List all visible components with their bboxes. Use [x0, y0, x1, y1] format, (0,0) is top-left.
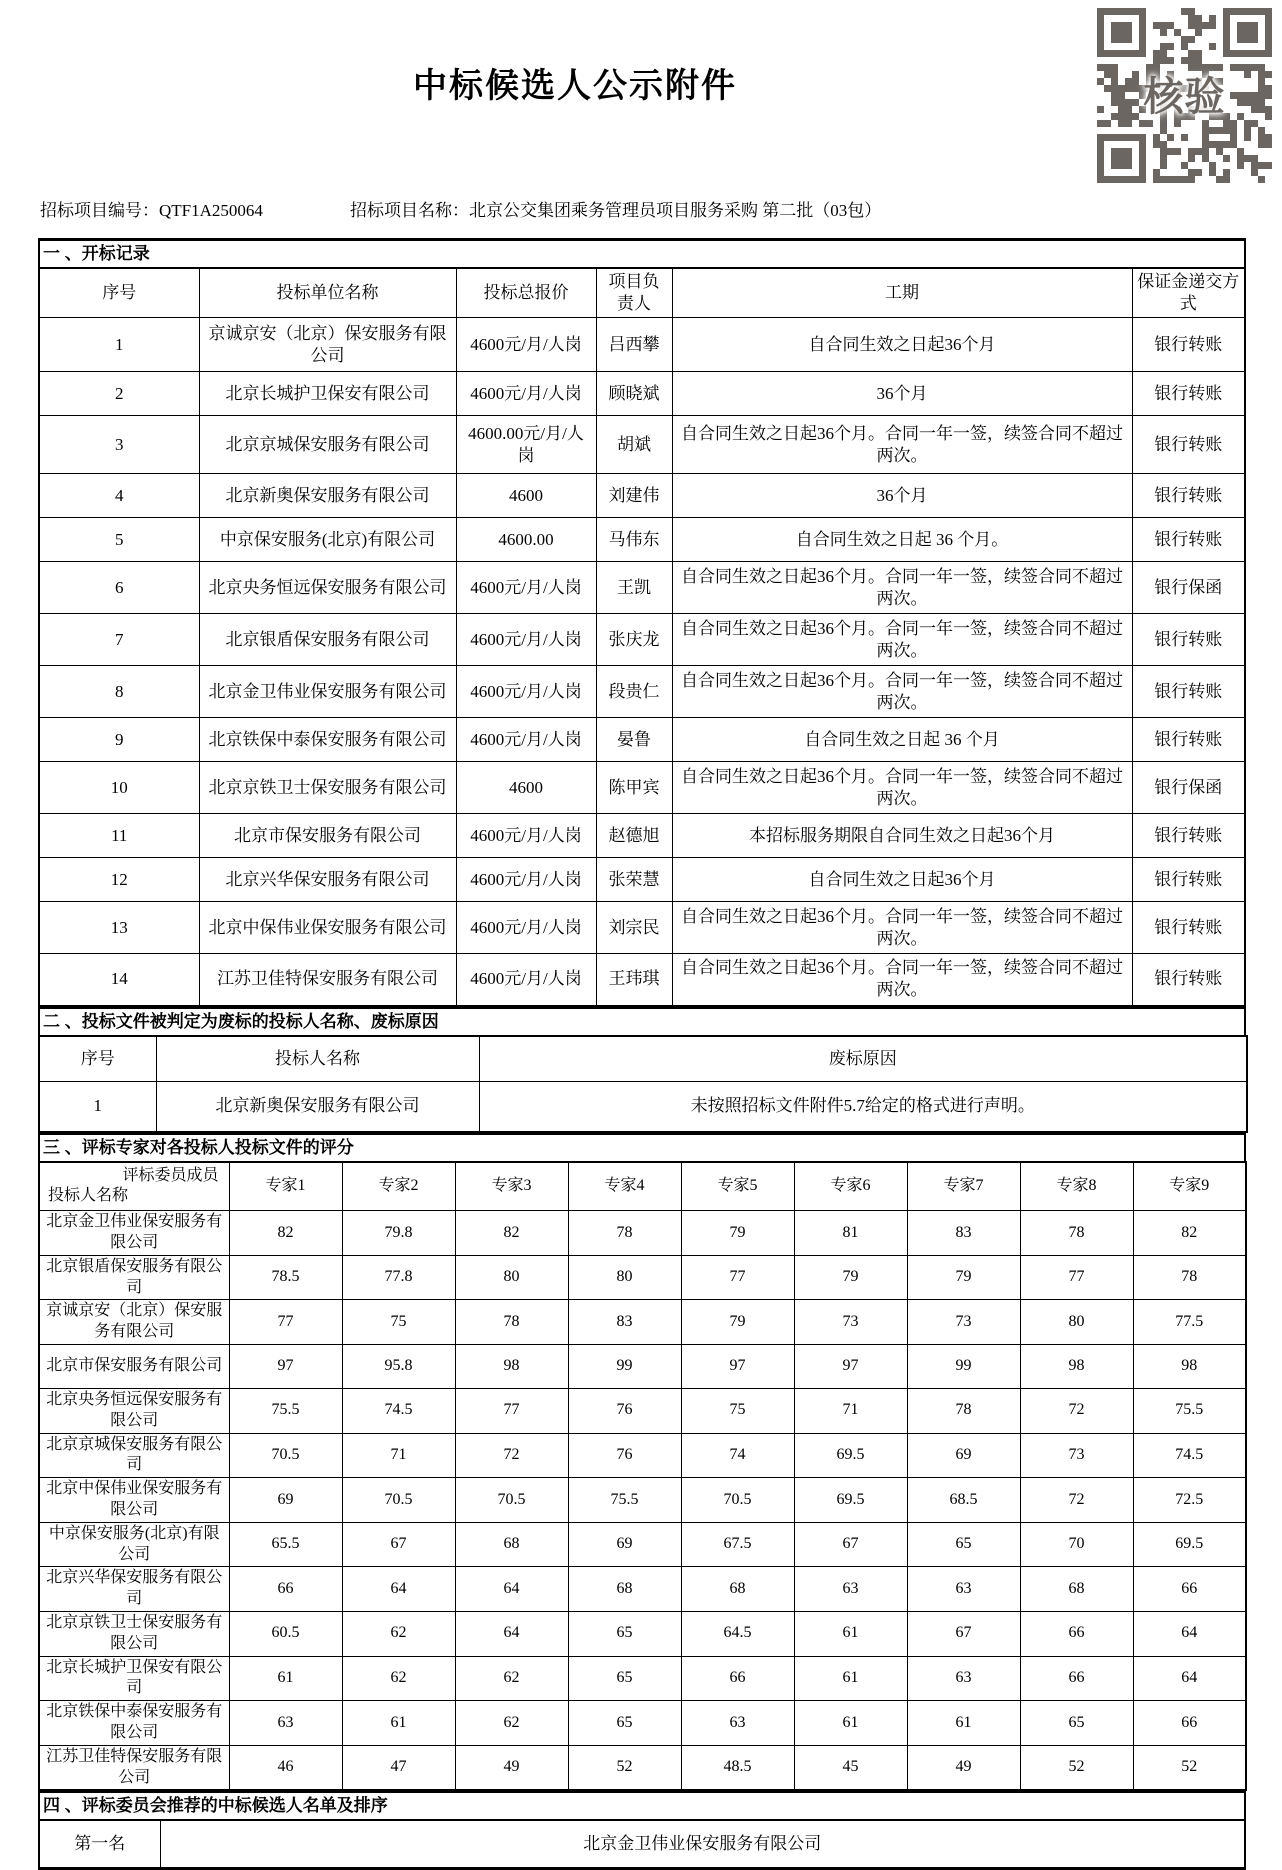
table-cell: 65 — [907, 1522, 1020, 1567]
section-recommended-candidates — [38, 1791, 1246, 1870]
table-cell: 75.5 — [1133, 1389, 1246, 1434]
table-cell: 64 — [1133, 1612, 1246, 1657]
qr-code — [1097, 8, 1272, 183]
table-cell: 82 — [1133, 1211, 1246, 1256]
header-row — [39, 1162, 1246, 1211]
table-cell: 72 — [1020, 1478, 1133, 1523]
table-cell: 67 — [907, 1612, 1020, 1657]
table-cell: 77.5 — [1133, 1300, 1246, 1345]
table-cell: 江苏卫佳特保安服务有限公司 — [199, 954, 456, 1006]
table-cell: 北京央务恒远保安服务有限公司 — [199, 562, 456, 614]
table-cell: 63 — [907, 1567, 1020, 1612]
table-cell: 2 — [39, 372, 199, 416]
table-cell: 68 — [455, 1522, 568, 1567]
table-cell: 6 — [39, 562, 199, 614]
table-cell: 69.5 — [794, 1433, 907, 1478]
table-cell: 67 — [794, 1522, 907, 1567]
header-cell: 专家3 — [455, 1162, 568, 1211]
table-cell: 4600元/月/人岗 — [456, 954, 596, 1006]
table-cell: 69 — [229, 1478, 342, 1523]
table-cell: 79 — [681, 1300, 794, 1345]
document-body — [38, 238, 1246, 1870]
table-cell: 10 — [39, 762, 199, 814]
table-cell: 胡斌 — [596, 416, 672, 474]
table-cell: 67.5 — [681, 1522, 794, 1567]
table-cell: 75.5 — [568, 1478, 681, 1523]
table-cell: 自合同生效之日起36个月。合同一年一签，续签合同不超过两次。 — [672, 416, 1132, 474]
table-cell: 65.5 — [229, 1522, 342, 1567]
rejected-bids-table — [38, 1035, 1248, 1133]
table-row — [39, 1701, 1246, 1746]
table-cell: 61 — [229, 1656, 342, 1701]
table-cell: 79 — [794, 1255, 907, 1300]
table-cell: 自合同生效之日起36个月。合同一年一签，续签合同不超过两次。 — [672, 562, 1132, 614]
table-row — [39, 518, 1245, 562]
table-cell: 77 — [681, 1255, 794, 1300]
table-cell: 78 — [455, 1300, 568, 1345]
header-cell: 专家4 — [568, 1162, 681, 1211]
header-cell: 投标单位名称 — [199, 268, 456, 318]
table-cell: 66 — [1133, 1701, 1246, 1746]
table-row — [39, 858, 1245, 902]
table-cell: 5 — [39, 518, 199, 562]
table-row — [39, 416, 1245, 474]
table-row — [39, 562, 1245, 614]
table-cell: 本招标服务期限自合同生效之日起36个月 — [672, 814, 1132, 858]
table-cell: 78 — [1133, 1255, 1246, 1300]
table-cell: 4 — [39, 474, 199, 518]
table-cell: 京诚京安（北京）保安服务有限公司 — [39, 1300, 229, 1345]
table-cell: 61 — [794, 1656, 907, 1701]
table-cell: 北京京城保安服务有限公司 — [199, 416, 456, 474]
table-cell: 65 — [568, 1656, 681, 1701]
table-cell: 64 — [342, 1567, 455, 1612]
section-expert-scores — [38, 1133, 1246, 1792]
table-cell: 99 — [568, 1345, 681, 1389]
table-cell: 江苏卫佳特保安服务有限公司 — [39, 1745, 229, 1790]
table-cell: 75 — [342, 1300, 455, 1345]
header-cell: 专家1 — [229, 1162, 342, 1211]
table-cell: 未按照招标文件附件5.7给定的格式进行声明。 — [479, 1082, 1247, 1132]
table-cell: 银行转账 — [1132, 372, 1245, 416]
table-cell: 北京长城护卫保安有限公司 — [39, 1656, 229, 1701]
table-cell: 76 — [568, 1389, 681, 1434]
table-cell: 48.5 — [681, 1745, 794, 1790]
table-cell: 67 — [342, 1522, 455, 1567]
table-cell: 4600元/月/人岗 — [456, 318, 596, 372]
table-cell: 76 — [568, 1433, 681, 1478]
table-row — [39, 318, 1245, 372]
table-cell: 自合同生效之日起 36 个月 — [672, 718, 1132, 762]
table-cell: 银行转账 — [1132, 614, 1245, 666]
page-title: 中标候选人公示附件 — [413, 67, 737, 105]
table-row — [39, 1612, 1246, 1657]
table-cell: 1 — [39, 1082, 156, 1132]
table-cell: 自合同生效之日起36个月。合同一年一签，续签合同不超过两次。 — [672, 902, 1132, 954]
table-cell: 66 — [1133, 1567, 1246, 1612]
table-cell: 北京中保伟业保安服务有限公司 — [39, 1478, 229, 1523]
table-cell: 72.5 — [1133, 1478, 1246, 1523]
table-cell: 80 — [568, 1255, 681, 1300]
table-cell: 68.5 — [907, 1478, 1020, 1523]
table-cell: 晏鲁 — [596, 718, 672, 762]
header-cell: 专家6 — [794, 1162, 907, 1211]
table-cell: 中京保安服务(北京)有限公司 — [39, 1522, 229, 1567]
table-cell: 47 — [342, 1745, 455, 1790]
table-cell: 北京市保安服务有限公司 — [199, 814, 456, 858]
table-cell: 80 — [455, 1255, 568, 1300]
table-row — [39, 1478, 1246, 1523]
table-cell: 78 — [568, 1211, 681, 1256]
table-cell: 83 — [568, 1300, 681, 1345]
header-cell: 保证金递交方式 — [1132, 268, 1245, 318]
table-cell: 4600.00元/月/人岗 — [456, 416, 596, 474]
table-cell: 银行转账 — [1132, 518, 1245, 562]
table-cell: 64 — [455, 1612, 568, 1657]
table-row — [39, 902, 1245, 954]
table-cell: 自合同生效之日起 36 个月。 — [672, 518, 1132, 562]
table-row — [39, 762, 1245, 814]
table-cell: 73 — [907, 1300, 1020, 1345]
table-cell: 69 — [907, 1433, 1020, 1478]
table-cell: 银行转账 — [1132, 416, 1245, 474]
table-cell: 北京金卫伟业保安服务有限公司 — [39, 1211, 229, 1256]
table-cell: 66 — [1020, 1612, 1133, 1657]
table-cell: 14 — [39, 954, 199, 1006]
table-cell: 北京市保安服务有限公司 — [39, 1345, 229, 1389]
table-row — [39, 666, 1245, 718]
table-cell: 63 — [907, 1656, 1020, 1701]
table-cell: 70.5 — [342, 1478, 455, 1523]
table-cell: 13 — [39, 902, 199, 954]
table-cell: 73 — [794, 1300, 907, 1345]
table-cell: 65 — [1020, 1701, 1133, 1746]
table-cell: 75.5 — [229, 1389, 342, 1434]
table-cell: 70.5 — [229, 1433, 342, 1478]
table-cell: 78.5 — [229, 1255, 342, 1300]
table-cell: 4600元/月/人岗 — [456, 666, 596, 718]
table-cell: 61 — [907, 1701, 1020, 1746]
table-cell: 银行保函 — [1132, 762, 1245, 814]
table-cell: 8 — [39, 666, 199, 718]
table-cell: 81 — [794, 1211, 907, 1256]
table-cell: 68 — [681, 1567, 794, 1612]
table-cell: 65 — [568, 1701, 681, 1746]
table-cell: 自合同生效之日起36个月 — [672, 858, 1132, 902]
table-cell: 72 — [1020, 1389, 1133, 1434]
table-row — [39, 1345, 1246, 1389]
table-cell: 74 — [681, 1433, 794, 1478]
table-cell: 69.5 — [1133, 1522, 1246, 1567]
table-cell: 64.5 — [681, 1612, 794, 1657]
table-cell: 北京长城护卫保安有限公司 — [199, 372, 456, 416]
table-cell: 45 — [794, 1745, 907, 1790]
header-row — [39, 1036, 1247, 1082]
table-row — [39, 1567, 1246, 1612]
header-cell: 投标人名称 — [156, 1036, 479, 1082]
table-cell: 69.5 — [794, 1478, 907, 1523]
table-cell: 97 — [794, 1345, 907, 1389]
section-rejected-bids — [38, 1007, 1246, 1133]
table-cell: 63 — [681, 1701, 794, 1746]
table-cell: 北京京城保安服务有限公司 — [39, 1433, 229, 1478]
table-cell: 82 — [455, 1211, 568, 1256]
table-cell: 78 — [907, 1389, 1020, 1434]
table-cell: 52 — [1133, 1745, 1246, 1790]
expert-scores-table — [38, 1161, 1247, 1792]
table-cell: 北京银盾保安服务有限公司 — [39, 1255, 229, 1300]
table-cell: 99 — [907, 1345, 1020, 1389]
bid-opening-table — [38, 267, 1246, 1007]
table-cell: 66 — [229, 1567, 342, 1612]
header-cell: 序号 — [39, 1036, 156, 1082]
header-cell: 序号 — [39, 268, 199, 318]
table-cell: 80 — [1020, 1300, 1133, 1345]
table-cell: 北京京铁卫士保安服务有限公司 — [39, 1612, 229, 1657]
table-cell: 4600元/月/人岗 — [456, 718, 596, 762]
table-cell: 52 — [1020, 1745, 1133, 1790]
table-cell: 自合同生效之日起36个月。合同一年一签，续签合同不超过两次。 — [672, 614, 1132, 666]
table-cell: 71 — [794, 1389, 907, 1434]
table-cell: 4600元/月/人岗 — [456, 614, 596, 666]
table-cell: 68 — [568, 1567, 681, 1612]
table-cell: 刘建伟 — [596, 474, 672, 518]
qr-verify-label: 核验 — [1143, 74, 1226, 119]
table-cell: 61 — [342, 1701, 455, 1746]
table-cell: 自合同生效之日起36个月 — [672, 318, 1132, 372]
table-cell: 49 — [455, 1745, 568, 1790]
table-cell: 银行转账 — [1132, 666, 1245, 718]
table-cell: 12 — [39, 858, 199, 902]
table-cell: 98 — [1133, 1345, 1246, 1389]
table-cell: 70.5 — [455, 1478, 568, 1523]
table-cell: 65 — [568, 1612, 681, 1657]
table-cell: 张荣慧 — [596, 858, 672, 902]
table-row — [39, 1656, 1246, 1701]
table-cell: 北京铁保中泰保安服务有限公司 — [39, 1701, 229, 1746]
table-cell: 78 — [1020, 1211, 1133, 1256]
table-cell: 66 — [1020, 1656, 1133, 1701]
table-cell: 银行转账 — [1132, 718, 1245, 762]
table-cell: 98 — [455, 1345, 568, 1389]
table-cell: 62 — [342, 1612, 455, 1657]
header-cell: 项目负责人 — [596, 268, 672, 318]
table-cell: 97 — [229, 1345, 342, 1389]
table-row — [39, 1211, 1246, 1256]
table-cell: 77.8 — [342, 1255, 455, 1300]
header-row — [39, 268, 1245, 318]
table-cell: 97 — [681, 1345, 794, 1389]
header-cell: 废标原因 — [479, 1036, 1247, 1082]
table-cell: 银行保函 — [1132, 562, 1245, 614]
table-cell: 吕西攀 — [596, 318, 672, 372]
table-row — [39, 1433, 1246, 1478]
table-cell: 中京保安服务(北京)有限公司 — [199, 518, 456, 562]
table-cell: 北京京铁卫士保安服务有限公司 — [199, 762, 456, 814]
section4-title: 四 、评标委员会推荐的中标候选人名单及排序 — [38, 1791, 1246, 1819]
table-cell: 63 — [229, 1701, 342, 1746]
table-cell: 9 — [39, 718, 199, 762]
table-cell: 北京铁保中泰保安服务有限公司 — [199, 718, 456, 762]
table-cell: 北京新奥保安服务有限公司 — [199, 474, 456, 518]
table-cell: 银行转账 — [1132, 814, 1245, 858]
table-row — [39, 814, 1245, 858]
corner-header-cell — [39, 1162, 229, 1211]
table-cell: 北京银盾保安服务有限公司 — [199, 614, 456, 666]
table-cell: 4600元/月/人岗 — [456, 902, 596, 954]
table-cell: 64 — [1133, 1656, 1246, 1701]
table-cell: 70 — [1020, 1522, 1133, 1567]
table-cell: 赵德旭 — [596, 814, 672, 858]
table-cell: 68 — [1020, 1567, 1133, 1612]
table-row — [39, 1820, 1245, 1868]
table-row — [39, 954, 1245, 1006]
table-cell: 72 — [455, 1433, 568, 1478]
table-cell: 王玮琪 — [596, 954, 672, 1006]
table-cell: 4600元/月/人岗 — [456, 858, 596, 902]
table-row — [39, 1522, 1246, 1567]
table-cell: 77 — [229, 1300, 342, 1345]
table-cell: 银行转账 — [1132, 318, 1245, 372]
table-cell: 11 — [39, 814, 199, 858]
table-cell: 自合同生效之日起36个月。合同一年一签，续签合同不超过两次。 — [672, 762, 1132, 814]
table-cell: 71 — [342, 1433, 455, 1478]
table-cell: 61 — [794, 1701, 907, 1746]
table-cell: 4600.00 — [456, 518, 596, 562]
table-cell: 北京金卫伟业保安服务有限公司 — [160, 1820, 1245, 1868]
table-cell: 自合同生效之日起36个月。合同一年一签，续签合同不超过两次。 — [672, 666, 1132, 718]
header-cell: 专家2 — [342, 1162, 455, 1211]
table-cell: 4600元/月/人岗 — [456, 372, 596, 416]
table-cell: 77 — [455, 1389, 568, 1434]
header-cell: 专家7 — [907, 1162, 1020, 1211]
table-cell: 77 — [1020, 1255, 1133, 1300]
table-cell: 王凯 — [596, 562, 672, 614]
table-cell: 马伟东 — [596, 518, 672, 562]
project-meta — [0, 196, 1282, 220]
table-cell: 74.5 — [1133, 1433, 1246, 1478]
table-cell: 段贵仁 — [596, 666, 672, 718]
table-cell: 7 — [39, 614, 199, 666]
table-cell: 北京兴华保安服务有限公司 — [39, 1567, 229, 1612]
table-cell: 79 — [907, 1255, 1020, 1300]
table-cell: 第一名 — [39, 1820, 160, 1868]
table-cell: 张庆龙 — [596, 614, 672, 666]
table-cell: 北京新奥保安服务有限公司 — [156, 1082, 479, 1132]
table-cell: 46 — [229, 1745, 342, 1790]
table-cell: 自合同生效之日起36个月。合同一年一签，续签合同不超过两次。 — [672, 954, 1132, 1006]
table-cell: 61 — [794, 1612, 907, 1657]
header-cell: 专家9 — [1133, 1162, 1246, 1211]
table-cell: 银行转账 — [1132, 902, 1245, 954]
table-cell: 79 — [681, 1211, 794, 1256]
project-number: 招标项目编号：QTF1A250064 — [40, 201, 263, 220]
table-cell: 北京兴华保安服务有限公司 — [199, 858, 456, 902]
header-cell: 工期 — [672, 268, 1132, 318]
recommended-candidates-table — [38, 1819, 1246, 1870]
table-row — [39, 1745, 1246, 1790]
table-cell: 75 — [681, 1389, 794, 1434]
table-cell: 北京央务恒远保安服务有限公司 — [39, 1389, 229, 1434]
table-cell: 52 — [568, 1745, 681, 1790]
table-row — [39, 1255, 1246, 1300]
table-cell: 银行转账 — [1132, 954, 1245, 1006]
corner-label-bidders: 投标人名称 — [48, 1187, 129, 1205]
section1-title: 一 、开标记录 — [38, 238, 1246, 267]
table-cell: 95.8 — [342, 1345, 455, 1389]
table-cell: 4600元/月/人岗 — [456, 814, 596, 858]
table-row — [39, 474, 1245, 518]
table-cell: 36个月 — [672, 474, 1132, 518]
table-cell: 银行转账 — [1132, 858, 1245, 902]
section2-title: 二 、投标文件被判定为废标的投标人名称、废标原因 — [38, 1007, 1246, 1035]
table-cell: 62 — [342, 1656, 455, 1701]
table-row — [39, 1389, 1246, 1434]
table-cell: 98 — [1020, 1345, 1133, 1389]
table-row — [39, 372, 1245, 416]
table-cell: 63 — [794, 1567, 907, 1612]
table-cell: 北京中保伟业保安服务有限公司 — [199, 902, 456, 954]
table-cell: 69 — [568, 1522, 681, 1567]
section-bid-opening-record — [38, 238, 1246, 1007]
table-cell: 73 — [1020, 1433, 1133, 1478]
table-cell: 62 — [455, 1656, 568, 1701]
table-cell: 顾晓斌 — [596, 372, 672, 416]
project-name: 招标项目名称：北京公交集团乘务管理员项目服务采购 第二批（03包） — [350, 201, 882, 220]
header-cell: 专家8 — [1020, 1162, 1133, 1211]
table-cell: 62 — [455, 1701, 568, 1746]
table-cell: 70.5 — [681, 1478, 794, 1523]
table-row — [39, 718, 1245, 762]
table-row — [39, 1300, 1246, 1345]
header-cell: 专家5 — [681, 1162, 794, 1211]
table-cell: 36个月 — [672, 372, 1132, 416]
table-cell: 60.5 — [229, 1612, 342, 1657]
table-cell: 京诚京安（北京）保安服务有限公司 — [199, 318, 456, 372]
table-cell: 66 — [681, 1656, 794, 1701]
table-cell: 刘宗民 — [596, 902, 672, 954]
table-cell: 82 — [229, 1211, 342, 1256]
table-row — [39, 614, 1245, 666]
table-cell: 1 — [39, 318, 199, 372]
table-cell: 64 — [455, 1567, 568, 1612]
table-row — [39, 1082, 1247, 1132]
section3-title: 三 、评标专家对各投标人投标文件的评分 — [38, 1133, 1246, 1161]
table-cell: 4600元/月/人岗 — [456, 562, 596, 614]
table-cell: 83 — [907, 1211, 1020, 1256]
table-cell: 陈甲宾 — [596, 762, 672, 814]
table-cell: 银行转账 — [1132, 474, 1245, 518]
table-cell: 74.5 — [342, 1389, 455, 1434]
table-cell: 79.8 — [342, 1211, 455, 1256]
table-cell: 49 — [907, 1745, 1020, 1790]
header-cell: 投标总报价 — [456, 268, 596, 318]
table-cell: 4600 — [456, 762, 596, 814]
table-cell: 4600 — [456, 474, 596, 518]
table-cell: 北京金卫伟业保安服务有限公司 — [199, 666, 456, 718]
corner-label-members: 评标委员成员 — [122, 1166, 219, 1184]
table-cell: 3 — [39, 416, 199, 474]
